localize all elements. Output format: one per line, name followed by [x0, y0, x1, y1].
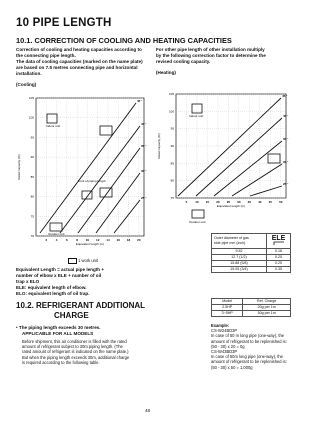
section2-line: CHARGE [54, 311, 89, 320]
cooling-label: (Cooling) [16, 82, 37, 87]
bullet-body-line: Before shipment, this air conditioner is filled with the rated [22, 339, 127, 344]
right-intro-line: by the following correction factor to determine the [156, 53, 266, 58]
left-intro-line: the connecting pipe length. [16, 53, 76, 58]
ele-diameter-cell: 9.52 [212, 249, 267, 255]
ele-row [212, 267, 291, 273]
charge-table [211, 298, 291, 317]
outdoor-unit-label: Outdoor unit [189, 220, 206, 224]
outdoor-unit-box [48, 223, 65, 236]
y-tick-label: 85 [30, 174, 34, 179]
x-tick-label: 8 [76, 238, 78, 242]
ele-header-label [267, 234, 291, 249]
example-line: CS-W24BD3P [211, 328, 238, 334]
outdoor-unit-box-3 [100, 126, 112, 135]
heating-grid [157, 92, 289, 208]
x-tick-label: 10 [195, 200, 199, 204]
ele-header-label-text: ELE [271, 235, 286, 242]
bullet-head-line: • The piping length exceeds 30 metres. [16, 325, 101, 330]
x-tick-label: 35 [247, 200, 252, 204]
right-intro-line: For other pipe length of other installation multiply [156, 47, 265, 52]
indoor-unit-box [189, 104, 203, 118]
charge-value-cell: 20g per 1m [243, 305, 291, 311]
ele-header-row [212, 234, 291, 249]
bullet-body-line: amount of refrigerant subject to 30m piping length. (The [22, 344, 123, 350]
x-tick-label: 6 [66, 238, 68, 242]
charge-value-cell: 50g per 1m [243, 311, 291, 317]
x-tick-label: 45 [268, 200, 272, 204]
legend-swatch [68, 258, 77, 264]
example-heading: Example: [211, 323, 230, 328]
unit-label: 25 ° [283, 182, 289, 186]
y-tick-label: 90 [170, 144, 174, 148]
indoor-unit-label: Indoor unit [189, 114, 204, 118]
y-tick-label: 100 [168, 109, 174, 114]
x-tick-label: 20 [216, 200, 220, 204]
heating-chart [156, 86, 292, 228]
charge-header-ref: Ref. Charge [243, 299, 291, 305]
x-axis-title: Equivalent length (m) [75, 242, 105, 246]
x-tick-label: 4 [55, 238, 58, 242]
x-tick-label: 40 [258, 200, 262, 204]
x-tick-label: 12 [96, 238, 100, 242]
ele-header-text [212, 234, 267, 249]
y-tick-label: 95 [170, 126, 174, 131]
section2-heading [16, 301, 145, 321]
unit-label: 30 ° [141, 169, 147, 173]
capacity-line [114, 200, 140, 233]
chart-legend [68, 258, 98, 264]
unit-label: 25 ° [141, 196, 147, 200]
example-line: (50 - 30) x 50 = 1,000g [211, 364, 253, 370]
example-line: (50 - 30) x 20 = 0g [211, 343, 245, 349]
y-tick-label: 75 [170, 196, 174, 200]
y-tick-label: 80 [30, 194, 34, 199]
x-tick-label: 30 [237, 200, 241, 204]
page-title: 10 PIPE LENGTH [16, 17, 112, 29]
bullet-body-line: But when the piping length exceeds 30m, additional charge [22, 354, 130, 360]
y-tick-label: 85 [170, 161, 174, 166]
left-intro [16, 47, 146, 77]
formula-line: trap x ELO [16, 279, 40, 284]
ele-diameter-cell: 15.88 (5/8) [212, 261, 267, 267]
x-tick-label: 16 [116, 238, 120, 242]
section-heading: 10.1. CORRECTION OF COOLING AND HEATING CAPACITIES [16, 36, 232, 45]
formula-line: ELE: equivalent length of elbow. [16, 285, 87, 290]
formula-line: Equivalent Length = actual pipe length + [16, 267, 105, 272]
unit-label: 30 ° [283, 160, 289, 164]
x-tick-label: 20 [137, 238, 141, 242]
x-tick-label: 5 [185, 200, 188, 204]
y-axis-title: Rated capacity (%) [17, 154, 21, 180]
ele-value-cell: 0.25 [267, 261, 291, 267]
example-line: amount of refrigerant to be replenished is: [211, 359, 287, 365]
outdoor-unit-label: Outdoor unit [48, 232, 65, 236]
elbow-icon [273, 241, 285, 246]
y-tick-label: 70 [30, 234, 34, 238]
indoor-unit-box [46, 114, 60, 128]
y-tick-label: 75 [30, 214, 34, 219]
x-tick-label: 15 [205, 200, 210, 204]
example-line: CS-W43BD3P [211, 349, 238, 355]
x-tick-label: 50 [279, 200, 283, 204]
unit-label: 45 ° [282, 94, 288, 98]
y-tick-label: 105 [168, 92, 174, 96]
example-line: In case of 50m long pipe (one-way), the [211, 354, 283, 360]
formula-block [16, 267, 146, 297]
example-block [211, 323, 297, 370]
unit-label: 45 ° [137, 99, 143, 103]
ele-value-cell: 0.20 [267, 255, 291, 261]
x-axis-title: Equivalent length (m) [216, 204, 246, 208]
cooling-chart [16, 88, 149, 258]
limit-label: Limit of piping length [78, 179, 106, 183]
right-intro [156, 47, 291, 65]
y-axis-title: Rated capacity (%) [157, 133, 161, 159]
bullet-body-line: rated amount of refrigerant is indicated on the name plate.) [22, 349, 129, 355]
section2-line: 10.2. REFRIGERANT ADDITIONAL [16, 301, 146, 310]
unit-label: 40 ° [283, 114, 289, 118]
x-tick-label: 14 [106, 238, 110, 242]
ele-value-cell: 0.35 [267, 267, 291, 273]
y-tick-label: 80 [170, 178, 174, 183]
ele-header-line: side pipe mm (inch) [214, 241, 246, 245]
x-tick-label: 18 [126, 238, 131, 242]
bullet-head [16, 325, 101, 337]
charge-row [212, 311, 291, 317]
left-intro-line: Correction of cooling and heating capacities according to [16, 47, 142, 52]
capacity-line [232, 164, 282, 196]
unit-label: 40 ° [141, 122, 147, 126]
y-tick-label: 90 [30, 155, 34, 160]
ele-diameter-cell: 19.05 (3/4) [212, 267, 267, 273]
x-tick-label: 2 [45, 238, 48, 242]
charge-header-model: Model [212, 299, 243, 305]
ele-header-line: Outer diameter of gas [214, 236, 249, 240]
ele-diameter-cell: 12.7 (1/2) [212, 255, 267, 261]
legend-label: 1 work unit [78, 258, 98, 264]
bullet-body [22, 339, 147, 365]
left-intro-line: are based on 7.5 metres connecting pipe and horizontal [16, 65, 138, 70]
ele-value-cell: 0.16 [267, 249, 291, 255]
unit-label: 35 ° [141, 144, 147, 148]
y-tick-label: 95 [30, 135, 34, 140]
charge-model-cell: 2.5HP [212, 305, 243, 311]
heating-label: (Heating) [156, 70, 176, 75]
ele-table [211, 233, 291, 273]
y-tick-label: 105 [28, 96, 34, 100]
indoor-unit-label: Indoor unit [46, 124, 61, 128]
x-tick-label: 10 [85, 238, 90, 242]
charge-model-cell: 3~5HP [212, 311, 243, 317]
bullet-head-line: APPLICABLE FOR ALL MODELS [22, 331, 94, 336]
left-intro-line: The data of cooling capacities (marked on the name plate) [16, 59, 143, 64]
unit-label: 35 ° [283, 137, 289, 141]
capacity-line [40, 103, 136, 233]
y-tick-label: 100 [28, 115, 34, 120]
outdoor-unit-box-2 [268, 154, 280, 163]
x-tick-label: 25 [226, 200, 231, 204]
page-number: 48 [145, 408, 151, 413]
outdoor-unit-box [189, 210, 206, 224]
bullet-body-line: is required according to the following table. [22, 359, 100, 365]
example-line: amount of refrigerant to be replenished is: [211, 338, 287, 344]
capacity-line [250, 186, 282, 196]
formula-line: number of elbow x ELE + number of oil [16, 273, 102, 278]
right-intro-line: revised cooling capacity. [156, 59, 211, 64]
left-intro-line: installation. [16, 71, 42, 76]
formula-line: ELO: equivalent length of oil trap. [16, 291, 90, 296]
example-line: In case of 50 m long pipe (one-way), the [211, 333, 285, 339]
cooling-grid [17, 96, 147, 246]
